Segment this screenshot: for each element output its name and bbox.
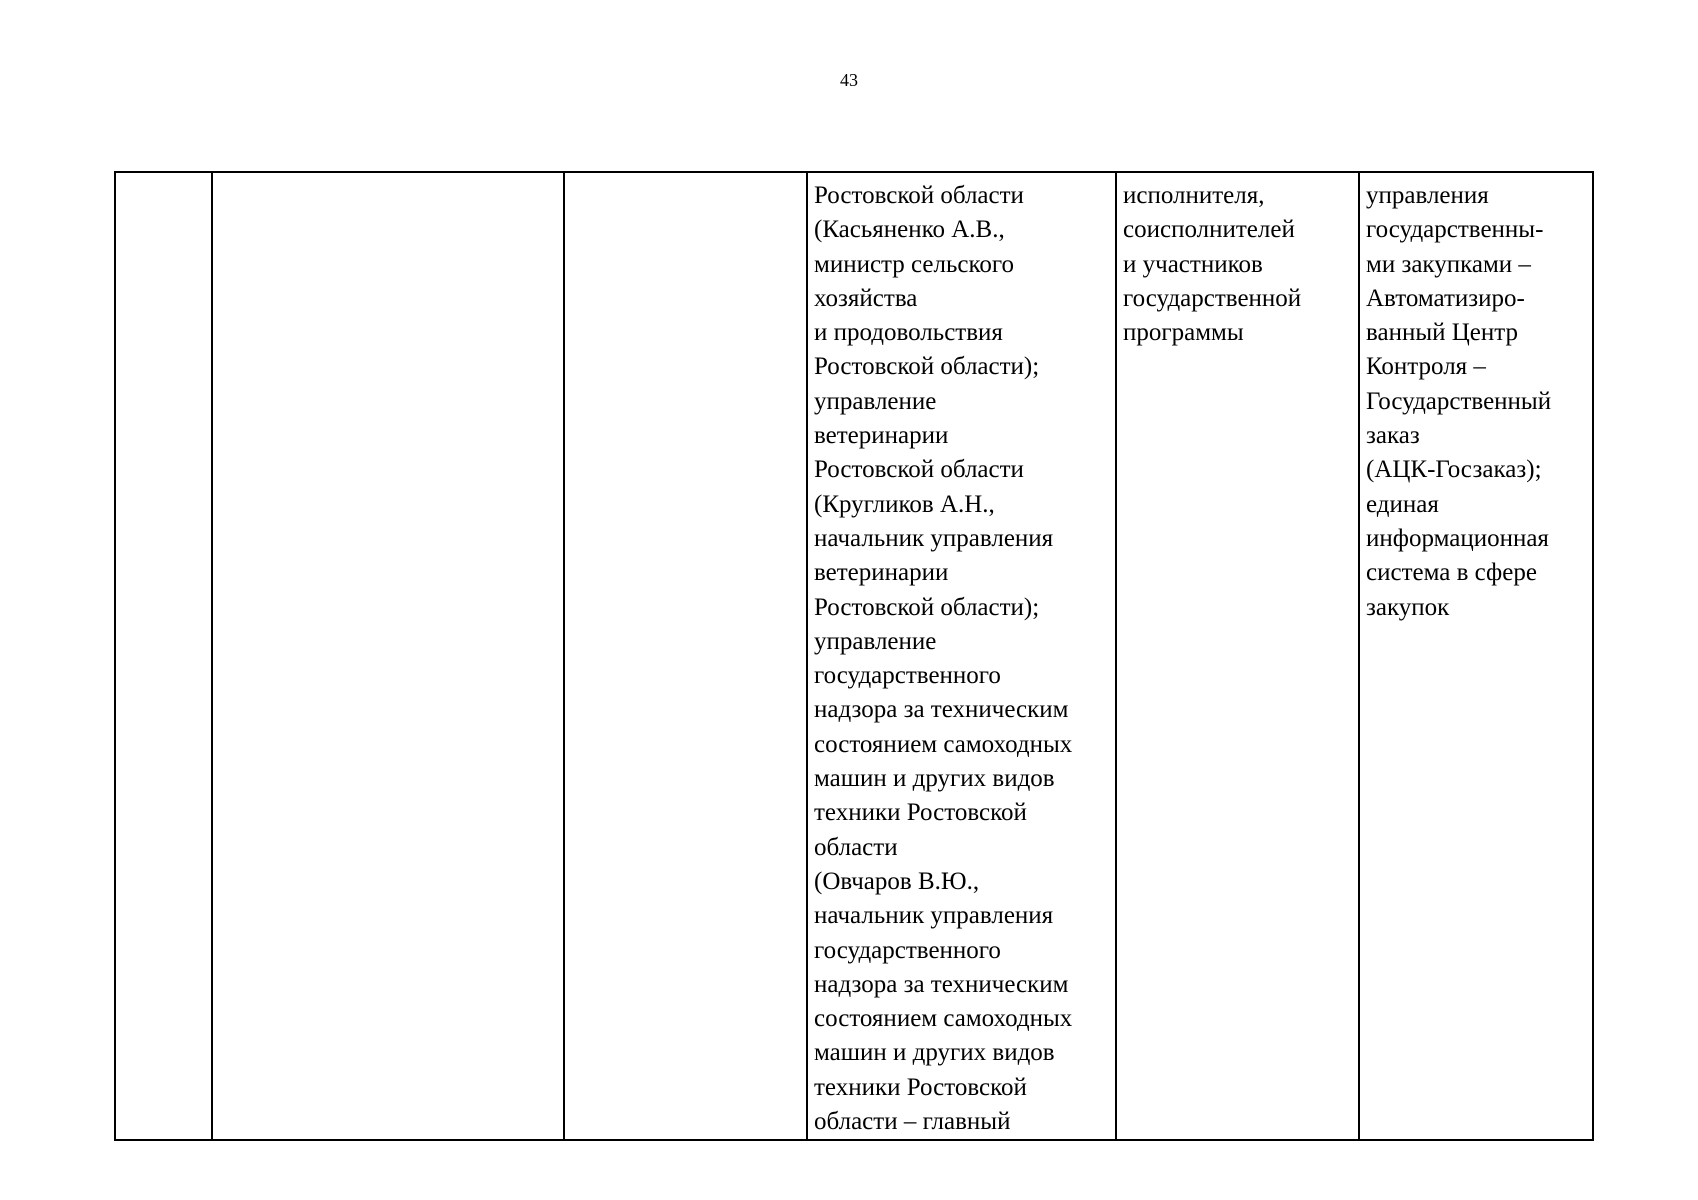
cell-text-line: Ростовской области);: [814, 353, 1040, 381]
cell-text-line: управление: [814, 387, 937, 415]
table-row: [115, 172, 1593, 1140]
cell-text-line: государственного: [814, 936, 1001, 964]
cell-text-line: соисполнителей: [1123, 216, 1295, 244]
cell-text-line: ванный Центр: [1366, 319, 1519, 347]
cell-text-line: надзора за техническим: [814, 696, 1069, 724]
cell-text-line: машин и других видов: [814, 1039, 1055, 1067]
table-cell-col2: [212, 172, 564, 1140]
cell-text-line: техники Ростовской: [814, 799, 1027, 827]
cell-text-line: Ростовской области: [814, 182, 1024, 209]
cell-text-line: начальник управления: [814, 902, 1054, 930]
cell-text-line: (АЦК-Госзаказ);: [1366, 456, 1542, 484]
cell-text-line: единая: [1366, 490, 1439, 518]
cell-text-line: состоянием самоходных: [814, 1005, 1073, 1033]
page-number: 43: [840, 70, 858, 90]
cell-text-line: области – главный: [814, 1108, 1011, 1136]
cell-text-line: Государственный: [1366, 387, 1552, 415]
cell-text-line: (Овчаров В.Ю.,: [814, 867, 980, 895]
cell-text-line: Ростовской области: [814, 456, 1024, 484]
cell-text-line: управление: [814, 627, 937, 655]
cell-text-line: ветеринарии: [814, 559, 949, 587]
cell-text-line: Контроля –: [1366, 353, 1486, 381]
cell-text-line: машин и других видов: [814, 765, 1055, 793]
table-cell-responsible: [807, 172, 1116, 1140]
cell-text-line: программы: [1123, 319, 1244, 347]
cell-text-line: (Кругликов А.Н.,: [814, 490, 995, 518]
cell-text-line: начальник управления: [814, 524, 1054, 552]
cell-text-line: Ростовской области);: [814, 593, 1040, 621]
cell-text-line: министр сельского: [814, 250, 1015, 278]
cell-text-line: заказ: [1366, 422, 1420, 450]
cell-text-line: области: [814, 833, 898, 861]
cell-text-line: техники Ростовской: [814, 1073, 1027, 1101]
table-cell-executors: [1116, 172, 1359, 1140]
cell-text-line: состоянием самоходных: [814, 730, 1073, 758]
cell-text-line: государственного: [814, 662, 1001, 690]
cell-text-line: система в сфере: [1366, 559, 1537, 587]
cell-text-line: (Касьяненко А.В.,: [814, 216, 1005, 244]
cell-text-line: надзора за техническим: [814, 970, 1069, 998]
cell-text-line: и участников: [1123, 250, 1263, 278]
table-cell-col3: [564, 172, 807, 1140]
cell-text-line: информационная: [1366, 524, 1549, 552]
cell-text-line: ми закупками –: [1366, 250, 1531, 278]
cell-text-line: и продовольствия: [814, 319, 1003, 347]
table-cell-col1: [115, 172, 212, 1140]
cell-text-line: управления: [1366, 182, 1489, 209]
cell-text-line: ветеринарии: [814, 422, 949, 450]
table-cell-systems: [1359, 172, 1593, 1140]
cell-text-line: хозяйства: [814, 284, 918, 312]
cell-text-line: государственной: [1123, 284, 1302, 312]
document-table: [114, 171, 1594, 1141]
cell-text-line: закупок: [1366, 593, 1450, 621]
cell-text-line: Автоматизиро-: [1366, 284, 1525, 312]
cell-text-line: исполнителя,: [1123, 182, 1265, 209]
cell-text-line: государственны-: [1366, 216, 1544, 244]
